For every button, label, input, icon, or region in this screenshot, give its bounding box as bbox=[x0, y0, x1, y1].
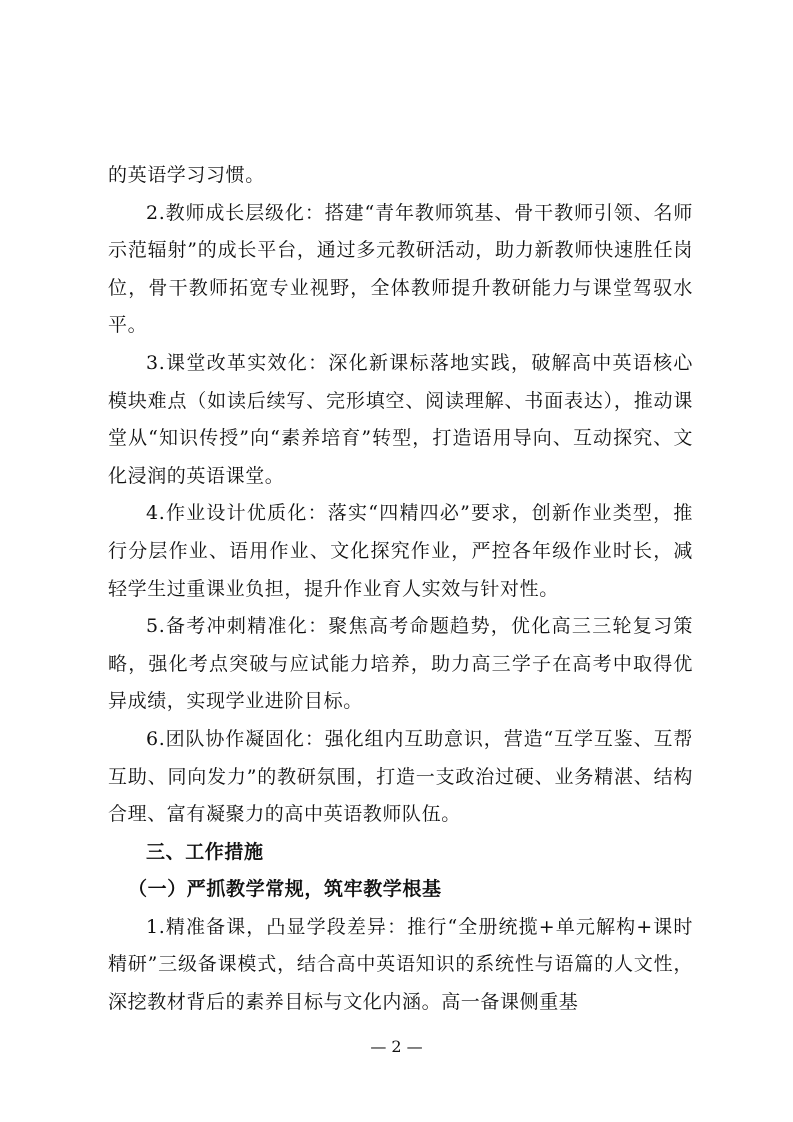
paragraph-homework-design: 4.作业设计优质化：落实“四精四必”要求，创新作业类型，推行分层作业、语用作业、文化探究作业，严控各年级作业时长，减轻学生过重课业负担，提升作业育人实效与针对性。 bbox=[108, 502, 693, 600]
paragraph-classroom-reform: 3.课堂改革实效化：深化新课标落地实践，破解高中英语核心模块难点（如读后续写、完形填空、阅读理解、书面表达），推动课堂从“知识传授”向“素养培育”转型，打造语用导向、互动探究、文化浸润的英语课堂。 bbox=[108, 351, 693, 487]
section-heading: 三、工作措施 bbox=[146, 840, 264, 863]
paragraph-team-collaboration: 6.团队协作凝固化：强化组内互助意识，营造“互学互鉴、互帮互助、同向发力”的教研氛围，打造一支政治过硬、业务精湛、结构合理、富有凝聚力的高中英语教师队伍。 bbox=[108, 727, 693, 826]
paragraph-continuation: 的英语学习习惯。 bbox=[108, 164, 265, 186]
page-number: — 2 — bbox=[370, 1037, 423, 1056]
paragraph-exam-preparation: 5.备考冲刺精准化：聚焦高考命题趋势，优化高三三轮复习策略，强化考点突破与应试能力培养，助力高三学子在高考中取得优异成绩，实现学业进阶目标。 bbox=[108, 615, 693, 713]
subsection-heading: （一）严抓教学常规，筑牢教学根基 bbox=[128, 878, 442, 901]
paragraph-teacher-growth: 2.教师成长层级化：搭建“青年教师筑基、骨干教师引领、名师示范辐射”的成长平台，通过多元教研活动，助力新教师快速胜任岗位，骨干教师拓宽专业视野，全体教师提升教研能力与课堂驾驭水平。 bbox=[108, 201, 693, 337]
document-body bbox=[108, 157, 693, 1022]
paragraph-lesson-preparation: 1.精准备课，凸显学段差异：推行“全册统揽+单元解构+课时精研”三级备课模式，结合高中英语知识的系统性与语篇的人文性，深挖教材背后的素养目标与文化内涵。高一备课侧重基 bbox=[108, 915, 693, 1014]
